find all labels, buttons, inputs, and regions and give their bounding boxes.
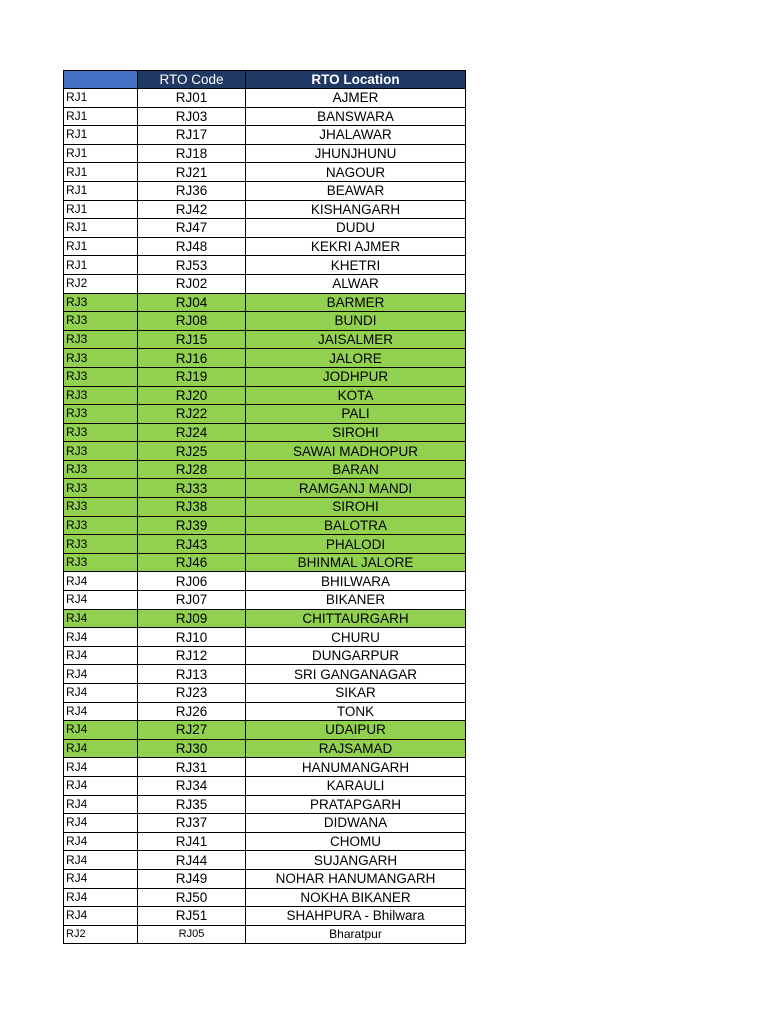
rto-location-cell: CHURU (246, 628, 466, 647)
rto-code-cell: RJ38 (138, 498, 246, 517)
zone-cell: RJ3 (64, 516, 138, 535)
zone-cell: RJ3 (64, 386, 138, 405)
table-row (64, 479, 466, 498)
rto-location-cell: SIROHI (246, 498, 466, 517)
table-row (64, 442, 466, 461)
zone-cell: RJ1 (64, 181, 138, 200)
zone-cell: RJ1 (64, 219, 138, 238)
rto-code-cell: RJ34 (138, 776, 246, 795)
table-row (64, 851, 466, 870)
rto-location-cell: AJMER (246, 89, 466, 108)
zone-cell: RJ4 (64, 609, 138, 628)
zone-cell: RJ4 (64, 684, 138, 703)
rto-location-cell: SAWAI MADHOPUR (246, 442, 466, 461)
rto-code-cell: RJ44 (138, 851, 246, 870)
zone-cell: RJ1 (64, 163, 138, 182)
header-rto-code: RTO Code (138, 71, 246, 89)
rto-location-cell: RAJSAMAD (246, 739, 466, 758)
rto-code-cell: RJ21 (138, 163, 246, 182)
table-row (64, 869, 466, 888)
table-row (64, 144, 466, 163)
rto-code-cell: RJ27 (138, 721, 246, 740)
table-row (64, 684, 466, 703)
rto-location-cell: BARMER (246, 293, 466, 312)
rto-code-cell: RJ17 (138, 126, 246, 145)
rto-location-cell: ALWAR (246, 274, 466, 293)
zone-cell: RJ3 (64, 349, 138, 368)
table-row (64, 609, 466, 628)
rto-location-cell: NOKHA BIKANER (246, 888, 466, 907)
rto-location-cell: RAMGANJ MANDI (246, 479, 466, 498)
zone-cell: RJ4 (64, 572, 138, 591)
rto-code-cell: RJ01 (138, 89, 246, 108)
table-row (64, 758, 466, 777)
rto-location-cell: BHILWARA (246, 572, 466, 591)
table-row (64, 200, 466, 219)
table-row (64, 126, 466, 145)
zone-cell: RJ4 (64, 832, 138, 851)
table-row (64, 367, 466, 386)
rto-location-cell: DUDU (246, 219, 466, 238)
table-row (64, 665, 466, 684)
rto-location-cell: BANSWARA (246, 107, 466, 126)
rto-location-cell: JHUNJHUNU (246, 144, 466, 163)
rto-location-cell: DUNGARPUR (246, 646, 466, 665)
rto-location-cell: JODHPUR (246, 367, 466, 386)
table-row (64, 312, 466, 331)
zone-cell: RJ1 (64, 89, 138, 108)
table-row (64, 107, 466, 126)
table-row (64, 293, 466, 312)
rto-code-cell: RJ02 (138, 274, 246, 293)
table-row (64, 498, 466, 517)
table-row (64, 739, 466, 758)
rto-code-cell: RJ43 (138, 535, 246, 554)
rto-location-cell: KOTA (246, 386, 466, 405)
rto-code-cell: RJ23 (138, 684, 246, 703)
rto-code-cell: RJ39 (138, 516, 246, 535)
rto-code-cell: RJ04 (138, 293, 246, 312)
table-row (64, 591, 466, 610)
rto-code-cell: RJ31 (138, 758, 246, 777)
zone-cell: RJ3 (64, 312, 138, 331)
table-row (64, 330, 466, 349)
table-row (64, 219, 466, 238)
rto-location-cell: NAGOUR (246, 163, 466, 182)
table-row (64, 721, 466, 740)
rto-location-cell: HANUMANGARH (246, 758, 466, 777)
zone-cell: RJ4 (64, 591, 138, 610)
rto-location-cell: JAISALMER (246, 330, 466, 349)
rto-code-cell: RJ49 (138, 869, 246, 888)
zone-cell: RJ2 (64, 274, 138, 293)
zone-cell: RJ3 (64, 442, 138, 461)
zone-cell: RJ4 (64, 814, 138, 833)
rto-code-cell: RJ36 (138, 181, 246, 200)
rto-location-cell: JALORE (246, 349, 466, 368)
rto-location-cell: PHALODI (246, 535, 466, 554)
header-zone (64, 71, 138, 89)
table-row (64, 256, 466, 275)
header-rto-location: RTO Location (246, 71, 466, 89)
rto-code-cell: RJ18 (138, 144, 246, 163)
rto-code-cell: RJ46 (138, 553, 246, 572)
rto-code-cell: RJ41 (138, 832, 246, 851)
rto-code-cell: RJ13 (138, 665, 246, 684)
rto-location-cell: SRI GANGANAGAR (246, 665, 466, 684)
zone-cell: RJ4 (64, 776, 138, 795)
table-row (64, 423, 466, 442)
zone-cell: RJ4 (64, 739, 138, 758)
zone-cell: RJ4 (64, 851, 138, 870)
rto-location-cell: KISHANGARH (246, 200, 466, 219)
table-row (64, 795, 466, 814)
rto-code-cell: RJ50 (138, 888, 246, 907)
zone-cell: RJ1 (64, 107, 138, 126)
rto-location-cell: KEKRI AJMER (246, 237, 466, 256)
rto-code-cell: RJ48 (138, 237, 246, 256)
rto-code-cell: RJ26 (138, 702, 246, 721)
rto-location-cell: DIDWANA (246, 814, 466, 833)
rto-code-cell: RJ10 (138, 628, 246, 647)
rto-table (63, 70, 466, 944)
header-row (64, 71, 466, 89)
table-row (64, 181, 466, 200)
zone-cell: RJ2 (64, 925, 138, 944)
zone-cell: RJ3 (64, 367, 138, 386)
rto-location-cell: SUJANGARH (246, 851, 466, 870)
rto-location-cell: PALI (246, 405, 466, 424)
zone-cell: RJ4 (64, 758, 138, 777)
zone-cell: RJ1 (64, 200, 138, 219)
rto-location-cell: CHITTAURGARH (246, 609, 466, 628)
rto-code-cell: RJ19 (138, 367, 246, 386)
table-row (64, 237, 466, 256)
zone-cell: RJ3 (64, 423, 138, 442)
zone-cell: RJ1 (64, 144, 138, 163)
rto-code-cell: RJ53 (138, 256, 246, 275)
rto-code-cell: RJ30 (138, 739, 246, 758)
rto-code-cell: RJ08 (138, 312, 246, 331)
table-row (64, 628, 466, 647)
zone-cell: RJ4 (64, 702, 138, 721)
rto-location-cell: BHINMAL JALORE (246, 553, 466, 572)
table-row (64, 349, 466, 368)
zone-cell: RJ4 (64, 795, 138, 814)
zone-cell: RJ3 (64, 293, 138, 312)
table-row (64, 776, 466, 795)
table-row (64, 274, 466, 293)
table-row (64, 460, 466, 479)
rto-location-cell: CHOMU (246, 832, 466, 851)
rto-code-cell: RJ09 (138, 609, 246, 628)
rto-location-cell: TONK (246, 702, 466, 721)
table-row (64, 386, 466, 405)
rto-location-cell: SIKAR (246, 684, 466, 703)
zone-cell: RJ3 (64, 405, 138, 424)
rto-location-cell: JHALAWAR (246, 126, 466, 145)
zone-cell: RJ3 (64, 535, 138, 554)
table-row (64, 832, 466, 851)
rto-location-cell: PRATAPGARH (246, 795, 466, 814)
table-row (64, 646, 466, 665)
zone-cell: RJ4 (64, 721, 138, 740)
table-row (64, 516, 466, 535)
rto-code-cell: RJ24 (138, 423, 246, 442)
rto-code-cell: RJ37 (138, 814, 246, 833)
rto-code-cell: RJ03 (138, 107, 246, 126)
rto-code-cell: RJ12 (138, 646, 246, 665)
rto-code-cell: RJ25 (138, 442, 246, 461)
table-row (64, 925, 466, 944)
zone-cell: RJ3 (64, 498, 138, 517)
rto-location-cell: BEAWAR (246, 181, 466, 200)
zone-cell: RJ1 (64, 237, 138, 256)
rto-location-cell: BIKANER (246, 591, 466, 610)
table-row (64, 553, 466, 572)
rto-code-cell: RJ35 (138, 795, 246, 814)
rto-location-cell: SHAHPURA - Bhilwara (246, 907, 466, 926)
rto-location-cell: Bharatpur (246, 925, 466, 944)
rto-location-cell: NOHAR HANUMANGARH (246, 869, 466, 888)
zone-cell: RJ3 (64, 479, 138, 498)
zone-cell: RJ4 (64, 869, 138, 888)
table-row (64, 405, 466, 424)
rto-code-cell: RJ28 (138, 460, 246, 479)
rto-location-cell: KARAULI (246, 776, 466, 795)
rto-location-cell: BUNDI (246, 312, 466, 331)
zone-cell: RJ4 (64, 665, 138, 684)
rto-code-cell: RJ42 (138, 200, 246, 219)
rto-code-cell: RJ47 (138, 219, 246, 238)
zone-cell: RJ4 (64, 888, 138, 907)
zone-cell: RJ4 (64, 646, 138, 665)
zone-cell: RJ1 (64, 126, 138, 145)
zone-cell: RJ1 (64, 256, 138, 275)
rto-code-cell: RJ07 (138, 591, 246, 610)
table-row (64, 89, 466, 108)
zone-cell: RJ4 (64, 907, 138, 926)
rto-location-cell: KHETRI (246, 256, 466, 275)
zone-cell: RJ3 (64, 330, 138, 349)
rto-code-cell: RJ05 (138, 925, 246, 944)
rto-code-cell: RJ22 (138, 405, 246, 424)
zone-cell: RJ3 (64, 460, 138, 479)
rto-location-cell: BALOTRA (246, 516, 466, 535)
table-row (64, 888, 466, 907)
rto-code-cell: RJ20 (138, 386, 246, 405)
rto-code-cell: RJ33 (138, 479, 246, 498)
table-row (64, 702, 466, 721)
rto-code-cell: RJ51 (138, 907, 246, 926)
rto-location-cell: SIROHI (246, 423, 466, 442)
table-row (64, 814, 466, 833)
table-row (64, 572, 466, 591)
table-row (64, 535, 466, 554)
rto-code-cell: RJ06 (138, 572, 246, 591)
table-row (64, 907, 466, 926)
zone-cell: RJ4 (64, 628, 138, 647)
rto-location-cell: UDAIPUR (246, 721, 466, 740)
table-row (64, 163, 466, 182)
rto-code-cell: RJ16 (138, 349, 246, 368)
zone-cell: RJ3 (64, 553, 138, 572)
rto-location-cell: BARAN (246, 460, 466, 479)
rto-code-cell: RJ15 (138, 330, 246, 349)
